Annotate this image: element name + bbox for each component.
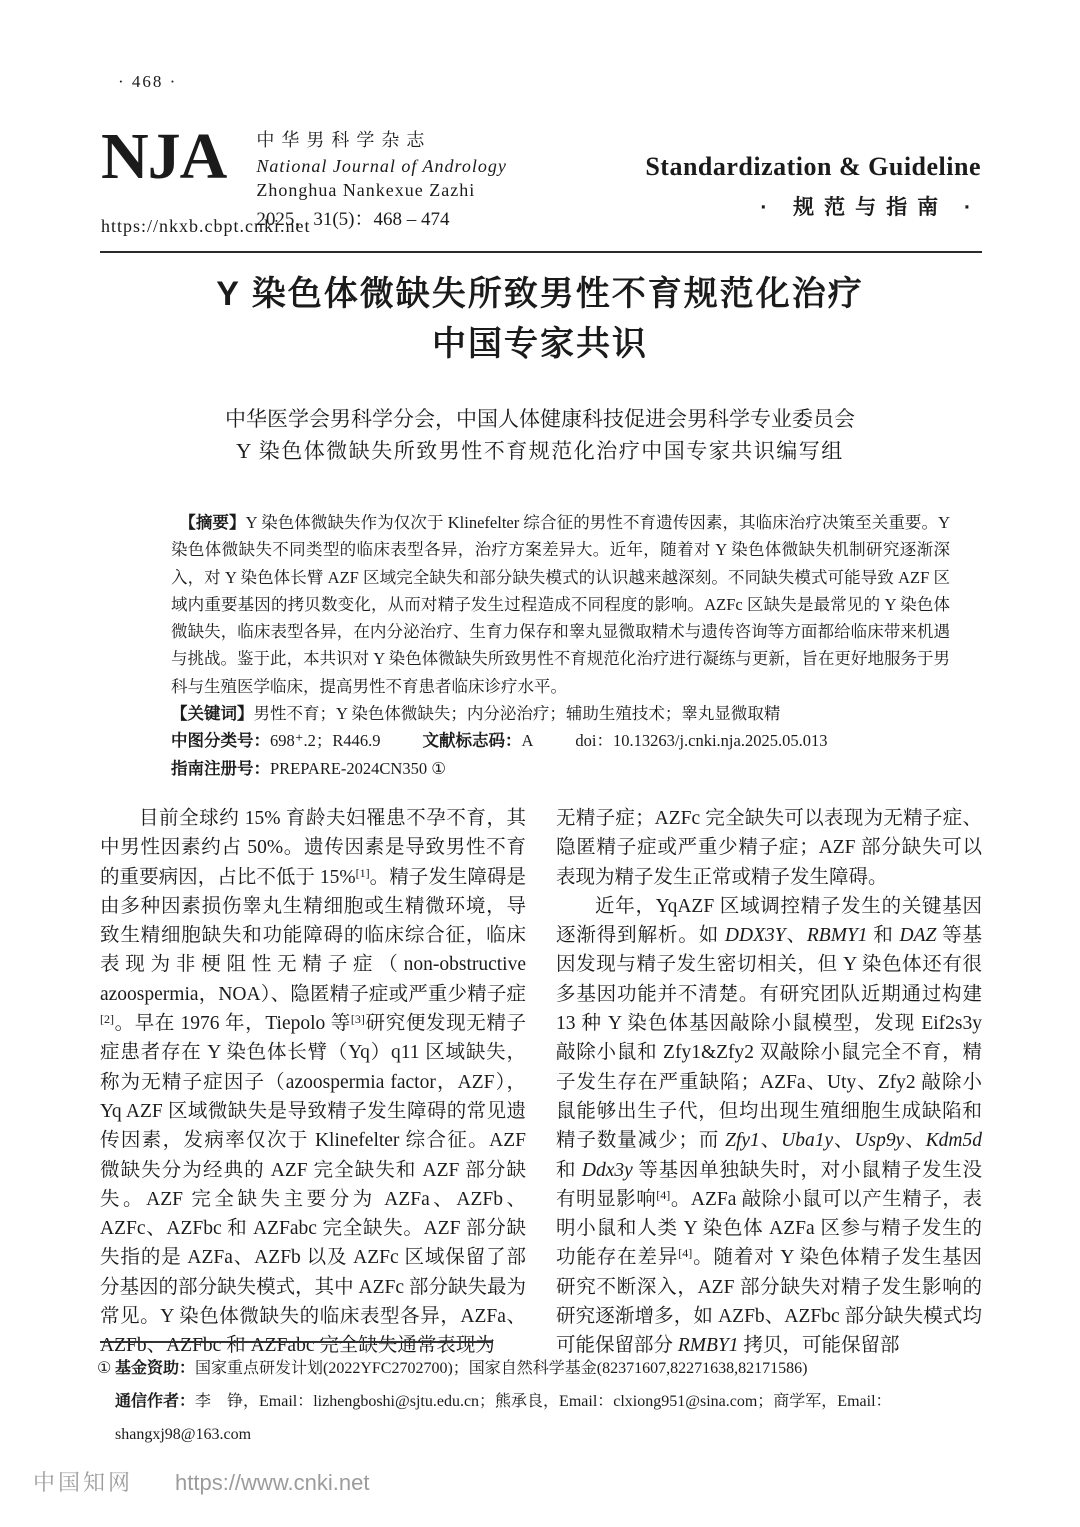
body-text-run: 和 xyxy=(867,925,900,947)
gene-name: RMBY1 xyxy=(677,1335,739,1357)
page-number: · 468 · xyxy=(118,72,178,91)
body-text-run: 目前全球约 15% 育龄夫妇罹患不孕不育，其中男性因素约占 50%。遗传因素是导致男性不育的重要病因，占比不低于 15% xyxy=(100,808,526,888)
body-column-right xyxy=(556,804,982,1361)
reference-marker: [1] xyxy=(355,865,370,880)
abstract-paragraph xyxy=(171,509,950,700)
registration-label: 指南注册号： xyxy=(171,758,270,778)
cnki-watermark xyxy=(33,1466,369,1497)
author-line-writing-group: Y 染色体微缺失所致男性不育规范化治疗中国专家共识编写组 xyxy=(236,439,844,463)
gene-name: Usp9y xyxy=(854,1130,905,1152)
gene-name: DDX3Y xyxy=(724,925,786,947)
body-paragraph xyxy=(556,804,982,892)
body-text-run: 、 xyxy=(904,1130,926,1152)
section-heading-english: Standardization & Guideline xyxy=(645,152,981,181)
corresponding-author-text: 李 铮，Email：lizhengboshi@sjtu.edu.cn；熊承良，Email：clxiong951@sina.com；商学军，Email：shangxj98@163.com xyxy=(115,1393,892,1443)
body-text-run: 拷贝，可能保留部 xyxy=(738,1335,900,1357)
journal-issue-info: 2025，31(5)：468 – 474 xyxy=(256,209,450,230)
doc-code-label: 文献标志码： xyxy=(422,731,522,751)
classification-line xyxy=(171,727,950,754)
doi-value: 10.13263/j.cnki.nja.2025.05.013 xyxy=(612,731,828,751)
clc-value: 698⁺.2；R446.9 xyxy=(270,731,381,751)
keywords-text: 男性不育；Y 染色体微缺失；内分泌治疗；辅助生殖技术；睾丸显微取精 xyxy=(253,704,781,724)
funding-text: 国家重点研发计划(2022YFC2702700)；国家自然科学基金(82371607,82271638,82171586) xyxy=(195,1360,808,1377)
header-divider xyxy=(100,251,982,253)
body-text-run: 。早在 1976 年，Tiepolo 等 xyxy=(114,1013,351,1035)
journal-masthead xyxy=(101,118,507,231)
journal-logo: NJA xyxy=(101,120,227,193)
body-text-run: 无精子症；AZFc 完全缺失可以表现为无精子症、隐匿精子症或严重少精子症；AZF 部分缺失可以表现为精子发生正常或精子发生障碍。 xyxy=(556,808,982,888)
journal-name-english: National Journal of Andrology xyxy=(256,156,507,176)
gene-name: Ddx3y xyxy=(581,1159,633,1181)
journal-url-link[interactable]: https://nkxb.cbpt.cnki.net xyxy=(101,216,311,236)
reference-marker: [4] xyxy=(656,1187,671,1202)
section-heading-chinese: · 规范与指南 · xyxy=(760,196,981,219)
registration-line xyxy=(171,755,950,782)
cnki-brand: 中国知网 xyxy=(33,1470,134,1495)
body-text xyxy=(100,804,982,1361)
abstract-block xyxy=(171,509,950,782)
body-text-run: 研究便发现无精子症患者存在 Y 染色体长臂（Yq）q11 区域缺失，称为无精子症因子（azoospermia factor，AZF），Yq AZF 区域微缺失是导致精子发生障碍的常见遗传因素，发病率仅次于 Klinefelter 综合征。AZF 微缺失分为经典的 AZF 完全缺失和 AZF 部分缺失。AZF 完全缺失主要分为 AZFa、AZFb、AZFc、AZFbc 和 AZFabc 完全缺失。AZF 部分缺失指的是 AZFa、AZFb 以及 AZFc 区域保留了部分基因的部分缺失模式，其中 AZFc 部分缺失最为常见。Y 染色体微缺失的临床表型各异，AZFa、AZFb、AZFbc 和 AZFabc 完全缺失通常表现为 xyxy=(100,1013,526,1357)
gene-name: RBMY1 xyxy=(806,925,868,947)
article-title-line2: 中国专家共识 xyxy=(432,325,648,363)
body-text-run: 等基因单独缺失时，对小鼠精子发生没有明显影响 xyxy=(556,1159,982,1210)
body-text-run: 等基因发现与精子发生密切相关，但 Y 染色体还有很多基因功能并不清楚。有研究团队近期通过构建 13 种 Y 染色体基因敲除小鼠模型，发现 Eif2s3y 敲除小鼠和 Zfy1&Zfy2 双敲除小鼠完全不育，精子发生存在严重缺陷；AZFa、Uty、Zfy2 敲除小鼠能够出生子代，但均出现生殖细胞生成缺陷和精子数量减少；而 xyxy=(556,925,982,1152)
funding-label: 基金资助： xyxy=(115,1360,196,1377)
gene-name: Kdm5d xyxy=(925,1130,982,1152)
reference-marker: [2] xyxy=(100,1012,114,1027)
footnote-corresponding-line xyxy=(97,1385,983,1451)
footnote-funding-line xyxy=(97,1352,983,1385)
author-line-societies: 中华医学会男科学分会，中国人体健康科技促进会男科学专业委员会 xyxy=(225,407,855,431)
reference-marker: [3] xyxy=(350,1012,365,1027)
cnki-url-link[interactable]: https://www.cnki.net xyxy=(175,1470,370,1495)
body-text-run: 。随着对 Y 染色体精子发生基因研究不断深入，AZF 部分缺失对精子发生影响的研究逐渐增多，如 AZFb、AZFbc 部分缺失模式均可能保留部分 xyxy=(556,1247,982,1357)
section-heading xyxy=(645,152,981,221)
doi-label: doi： xyxy=(575,731,613,751)
corresponding-author-label: 通信作者： xyxy=(115,1393,196,1410)
reference-marker: [4] xyxy=(678,1246,693,1261)
body-text-run: 近年，YqAZF 区域调控精子发生的关键基因逐渐得到解析。如 xyxy=(556,895,982,947)
keywords-label: 【关键词】 xyxy=(171,704,254,724)
body-text-run: 和 xyxy=(556,1159,582,1181)
clc-label: 中图分类号： xyxy=(171,731,270,751)
body-column-left xyxy=(100,804,526,1361)
article-title-line1: Y 染色体微缺失所致男性不育规范化治疗 xyxy=(216,275,864,313)
article-title xyxy=(0,269,1080,369)
footnote-marker: ① xyxy=(97,1360,112,1377)
journal-name-chinese: 中华男科学杂志 xyxy=(256,130,432,150)
abstract-text: Y 染色体微缺失作为仅次于 Klinefelter 综合征的男性不育遗传因素，其临床治疗决策至关重要。Y 染色体微缺失不同类型的临床表型各异，治疗方案差异大。近年，随着对 Y 染色体微缺失机制研究逐渐深入，对 Y 染色体长臂 AZF 区域完全缺失和部分缺失模式的认识越来越深刻。不同缺失模式可能导致 AZF 区域内重要基因的拷贝数变化，从而对精子发生过程造成不同程度的影响。AZFc 区缺失是最常见的 Y 染色体微缺失，临床表型各异，在内分泌治疗、生育力保存和睾丸显微取精术与遗传咨询等方面都给临床带来机遇与挑战。鉴于此，本共识对 Y 染色体微缺失所致男性不育规范化治疗进行凝练与更新，旨在更好地服务于男科与生殖医学临床，提高男性不育患者临床诊疗水平。 xyxy=(171,513,950,696)
gene-name: DAZ xyxy=(899,925,937,947)
author-block xyxy=(0,403,1080,467)
body-text-run: 、 xyxy=(759,1130,782,1152)
body-paragraph xyxy=(556,892,982,1361)
body-paragraph xyxy=(100,804,526,1361)
footnote-divider xyxy=(100,1341,493,1343)
journal-info xyxy=(256,118,507,231)
gene-name: Uba1y xyxy=(781,1130,834,1152)
keywords-line xyxy=(171,700,950,727)
footnote-block xyxy=(97,1352,983,1451)
journal-name-pinyin: Zhonghua Nankexue Zazhi xyxy=(256,180,476,200)
abstract-label: 【摘要】 xyxy=(179,513,246,532)
body-text-run: 、 xyxy=(785,925,807,947)
body-text-run: 、 xyxy=(833,1130,855,1152)
registration-value: PREPARE-2024CN350 ① xyxy=(270,758,447,778)
body-text-run: 。精子发生障碍是由多种因素损伤睾丸生精细胞或生精微环境，导致生精细胞缺失和功能障碍的临床综合征，临床表现为非梗阻性无精子症（non-obstructive azoospermia，NOA）、隐匿精子症或严重少精子症 xyxy=(100,866,526,1005)
gene-name: Zfy1 xyxy=(725,1130,760,1152)
body-text-run: 。AZFa 敲除小鼠可以产生精子，表明小鼠和人类 Y 染色体 AZFa 区参与精子发生的功能存在差异 xyxy=(556,1188,982,1269)
doc-code-value: A xyxy=(521,731,534,751)
